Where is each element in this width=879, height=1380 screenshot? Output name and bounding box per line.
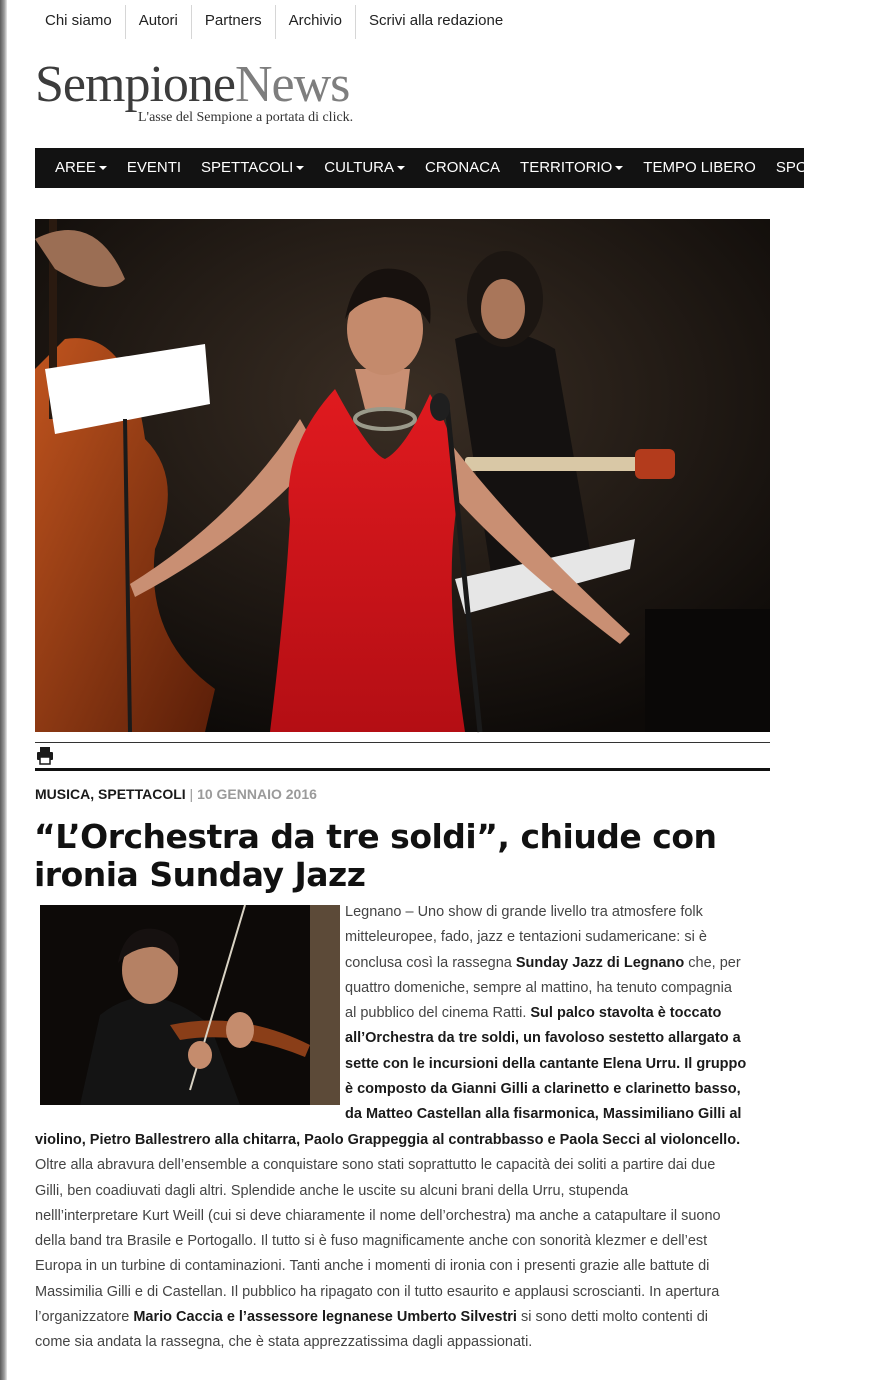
article-text-line: quattro domeniche, sempre al mattino, ha tenuto compagnia [345, 979, 732, 996]
nav-item-ru[interactable] [837, 148, 879, 188]
hero-image [35, 219, 770, 732]
print-icon-glyph [36, 747, 54, 764]
nav-item-label: SPORT [775, 159, 828, 176]
article-text-line: nelll’interpretare Kurt Weill (cui si deve chiaramente il nome dell’orchestra) ma anche a catapultare il suono [35, 1207, 721, 1224]
caret-down-icon [296, 166, 304, 170]
nav-item-tempo-libero[interactable] [633, 148, 766, 188]
article-text-line: mitteleuropee, fado, jazz e tentazioni sudamericane: si è [345, 929, 707, 946]
top-link-partners[interactable]: Partners [192, 5, 276, 39]
text-run: conclusa così la rassegna [345, 954, 516, 971]
text-run: che, per [684, 954, 741, 971]
text-run: si sono detti molto contenti di [516, 1309, 708, 1326]
nav-item-label: TEMPO LIBERO [643, 159, 756, 176]
nav-item-spettacoli[interactable] [191, 148, 314, 188]
hero-image-illustration [35, 219, 770, 732]
site-logo[interactable] [35, 58, 395, 128]
text-run: l’organizzatore [35, 1309, 134, 1326]
text-run: al pubblico del cinema Ratti. [345, 1005, 531, 1022]
logo-tagline: L'asse del Sempione a portata di click. [138, 110, 354, 125]
nav-item-eventi[interactable] [117, 148, 191, 188]
article-text-line: come sia andata la rassegna, che è stata apprezzatissima dagli appassionati. [35, 1334, 533, 1351]
nav-item-label: EVENTI [126, 159, 182, 176]
top-links-bar [32, 5, 516, 39]
page-edge-shadow [0, 0, 7, 1380]
article-text-line: Gilli, ben coadiuvati dagli altri. Splendide anche le uscite su alcuni brani della Urru, stupenda [35, 1182, 629, 1199]
article-text-line: sette con le incursioni della cantante Elena Urru. Il gruppo [345, 1055, 747, 1072]
article-text-line: della band tra Brasile e Portogallo. Il tutto si è fuso magnificamente anche con sonorità klezmer e dell’est [35, 1233, 708, 1250]
nav-item-label: RU [847, 159, 869, 176]
nav-item-sport[interactable] [766, 148, 837, 188]
top-link-archivio[interactable]: Archivio [276, 5, 356, 39]
article-text-line: all’Orchestra da tre soldi, un favoloso sestetto allargato a [345, 1030, 741, 1047]
article-text-line: violino, Pietro Ballestrero alla chitarra, Paolo Grappeggia al contrabbasso e Paola Secci al violoncello. [35, 1132, 741, 1148]
logo-name [35, 58, 395, 112]
logo-name-sempione: Sempione [35, 56, 235, 113]
print-icon[interactable] [36, 747, 54, 764]
nav-item-territorio[interactable] [510, 148, 633, 188]
nav-item-label: SPETTACOLI [201, 159, 294, 176]
meta-separator: | [189, 786, 194, 802]
nav-item-cronaca[interactable] [415, 148, 510, 188]
article-text-line [345, 1001, 775, 1026]
article-title [34, 818, 774, 894]
top-link-autori[interactable]: Autori [126, 5, 192, 39]
nav-item-label: AREE [55, 159, 96, 176]
article-meta [35, 786, 317, 802]
print-bar-top-rule [35, 742, 770, 743]
nav-item-aree[interactable] [35, 148, 117, 188]
caret-down-icon [397, 166, 405, 170]
top-link-scrivi-alla-redazione[interactable]: Scrivi alla redazione [368, 12, 504, 29]
category-link-musica[interactable]: MUSICA [35, 786, 91, 802]
bold-run: Sul palco stavolta è toccato [530, 1005, 722, 1022]
article-title-line: “L’Orchestra da tre soldi”, chiude con [34, 817, 717, 856]
article-title-line: ironia Sunday Jazz [34, 855, 366, 894]
article-inline-image [40, 905, 340, 1105]
main-nav [35, 148, 869, 188]
article-text-line [35, 1305, 775, 1330]
nav-item-label: CRONACA [425, 159, 501, 176]
article-text-line: Legnano – Uno show di grande livello tra atmosfere folk [345, 904, 703, 920]
article-body-wrap [345, 900, 775, 1128]
article-text-line: Oltre alla abravura dell’ensemble a conquistare sono stati soprattutto le capacità dei soliti a partire dai due [35, 1157, 716, 1174]
nav-item-label: CULTURA [324, 159, 395, 176]
bold-run: Sunday Jazz di Legnano [515, 954, 685, 971]
article-text-line [345, 951, 775, 976]
bold-run: Mario Caccia e l’assessore legnanese Umberto Silvestri [133, 1309, 517, 1326]
caret-down-icon [99, 166, 107, 170]
nav-item-cultura[interactable] [314, 148, 415, 188]
caret-down-icon [615, 166, 623, 170]
page [7, 0, 869, 1380]
article-body-full [35, 1128, 775, 1356]
category-comma: , [90, 786, 95, 802]
article-text-line: Europa in un turbine di contaminazioni. Tanti anche i momenti di ironia con i presenti grazie alle battute di [35, 1258, 710, 1275]
top-link-chi-siamo[interactable]: Chi siamo [32, 5, 126, 39]
category-link-spettacoli[interactable]: SPETTACOLI [98, 786, 186, 802]
logo-name-news: News [234, 56, 350, 113]
article-text-line: Massimilia Gilli e di Castellan. Il pubblico ha ripagato con il tutto esaurito e applausi scroscianti. In apertura [35, 1283, 720, 1300]
article-inline-image-illustration [40, 905, 340, 1105]
print-bar-bottom-rule [35, 768, 770, 771]
nav-item-label: TERRITORIO [520, 159, 613, 176]
article-date: 10 GENNAIO 2016 [197, 786, 317, 802]
article-text-line: è composto da Gianni Gilli a clarinetto e clarinetto basso, [345, 1081, 741, 1098]
article-text-line: da Matteo Castellan alla fisarmonica, Massimiliano Gilli al [345, 1106, 742, 1123]
